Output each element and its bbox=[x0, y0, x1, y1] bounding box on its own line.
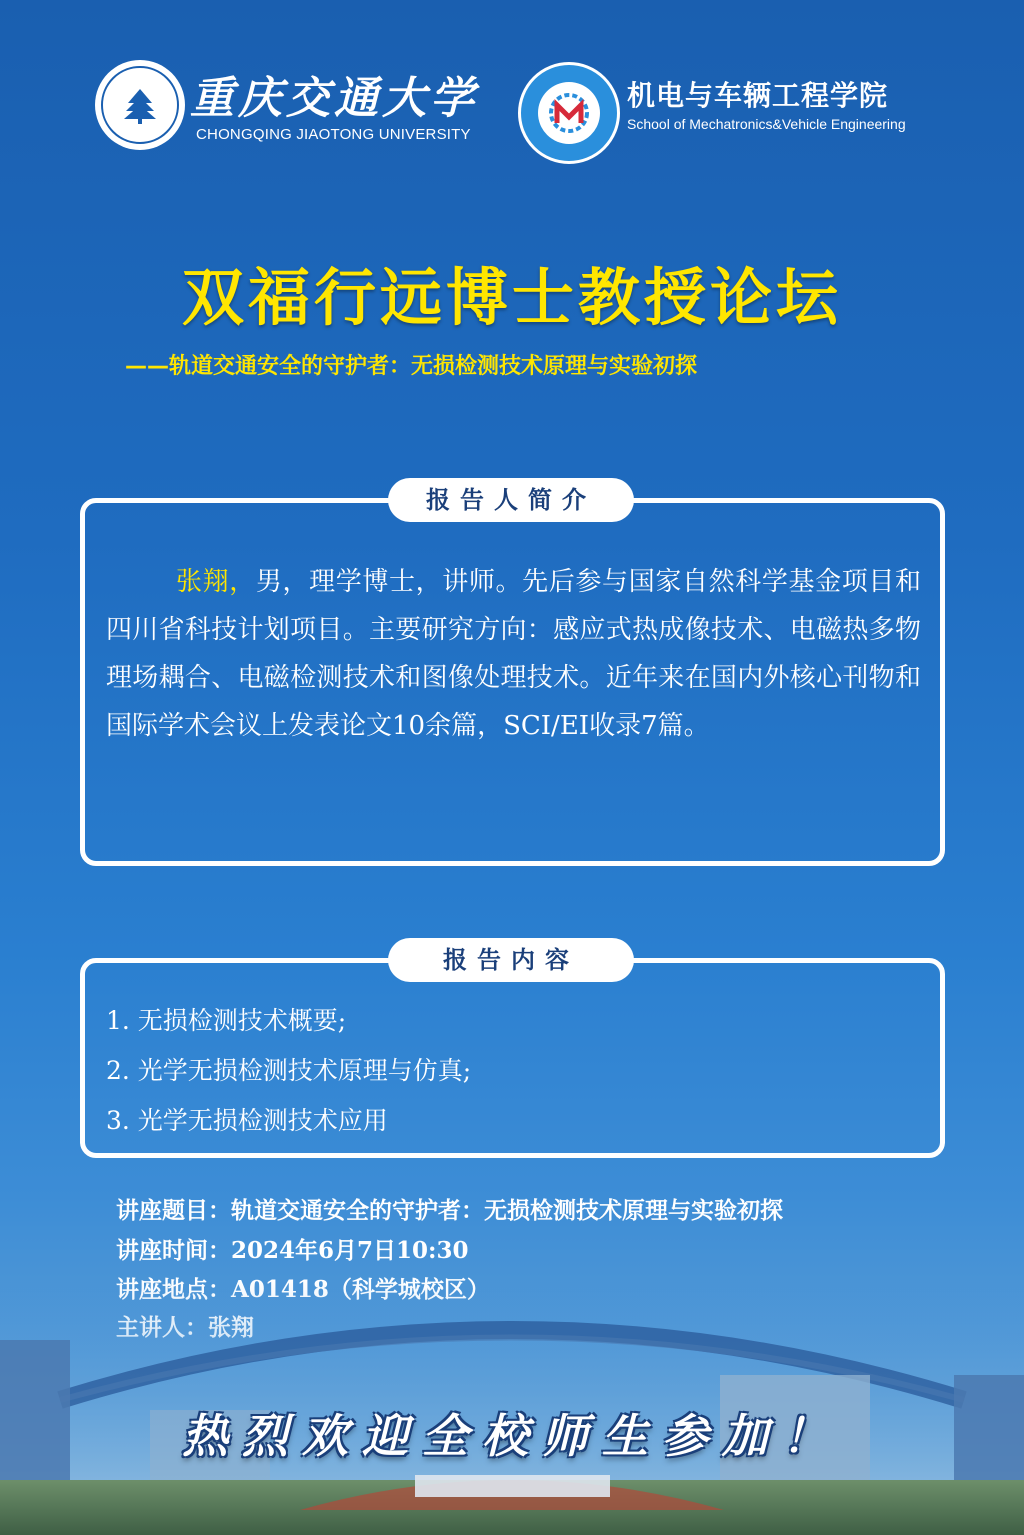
speaker-bio-heading: 报告人简介 bbox=[388, 478, 634, 522]
forum-title: 双福行远博士教授论坛 bbox=[181, 261, 842, 334]
speaker-bio-body: 男，理学博士，讲师。先后参与国家自然科学基金项目和四川省科技计划项目。主要研究方向：感应式热成像技术、电磁热多物理场耦合、电磁检测技术和图像处理技术。近年来在国内外核心刊物和国际学术会议上发表论文10余篇，SCI/EI收录7篇。 bbox=[106, 567, 921, 741]
speaker-name: 张翔， bbox=[176, 567, 256, 597]
gear-m-icon bbox=[547, 91, 591, 135]
college-name-cn: 机电与车辆工程学院 bbox=[627, 79, 889, 112]
college-seal-inner bbox=[538, 82, 600, 144]
university-name-en: CHONGQING JIAOTONG UNIVERSITY bbox=[196, 126, 471, 143]
report-content-heading: 报告内容 bbox=[388, 938, 634, 982]
university-name-cn: 重庆交通大学 bbox=[190, 73, 478, 124]
report-content-list bbox=[106, 996, 926, 1146]
list-item: 1. 无损检测技术概要; bbox=[106, 1006, 347, 1035]
university-seal-logo bbox=[95, 60, 185, 150]
list-item: 3. 光学无损检测技术应用 bbox=[106, 1106, 388, 1135]
speaker-bio-text bbox=[106, 558, 921, 750]
pine-tree-icon bbox=[120, 85, 160, 125]
college-name-en: School of Mechatronics&Vehicle Engineering bbox=[627, 116, 906, 132]
college-seal-logo bbox=[518, 62, 620, 164]
welcome-slogan: 热烈欢迎全校师生参加！ bbox=[182, 1409, 842, 1463]
forum-subtitle: ——轨道交通安全的守护者：无损检测技术原理与实验初探 bbox=[125, 354, 698, 379]
university-seal-inner bbox=[101, 66, 179, 144]
list-item: 2. 光学无损检测技术原理与仿真; bbox=[106, 1056, 472, 1085]
lecture-topic: 讲座题目：轨道交通安全的守护者：无损检测技术原理与实验初探 bbox=[116, 1197, 783, 1224]
lecture-time: 讲座时间：2024年6月7日10:30 bbox=[116, 1237, 469, 1264]
